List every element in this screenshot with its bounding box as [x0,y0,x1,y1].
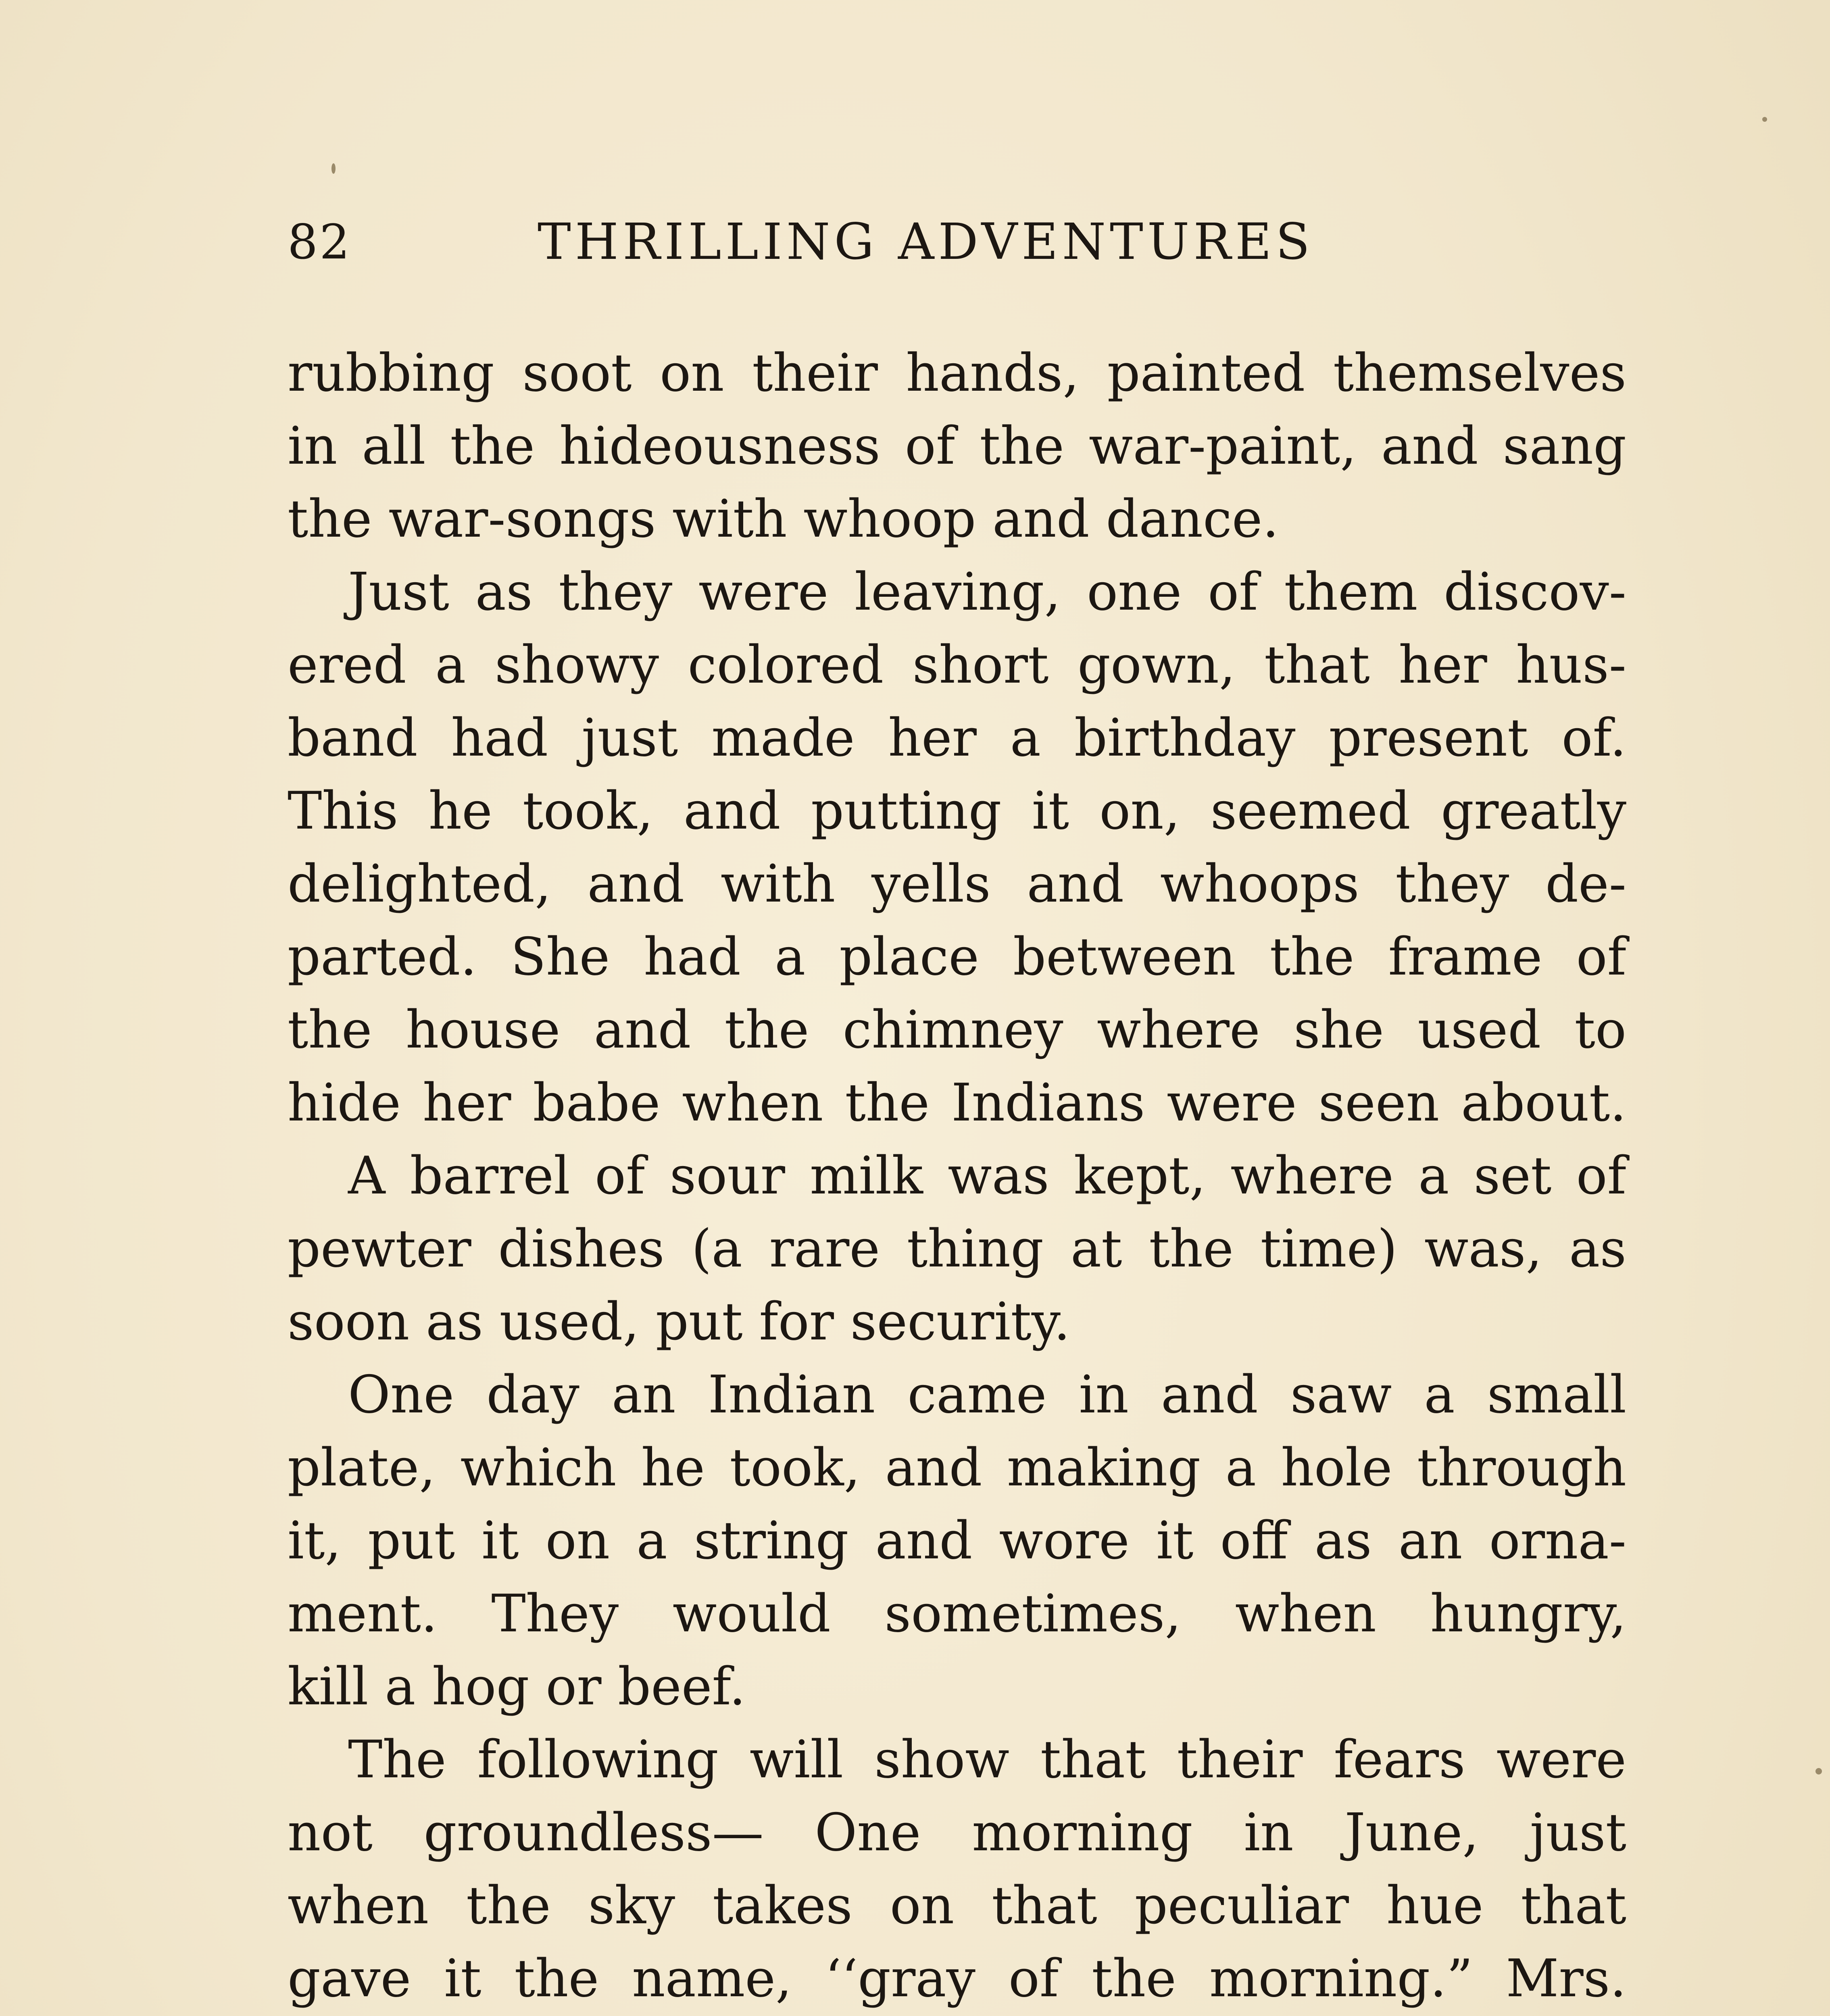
body-text [288,337,1626,2016]
text-line: A barrel of sour milk was kept, where a set of [348,1146,1626,1206]
text-line: plate, which he took, and making a hole through [288,1438,1626,1498]
ink-speck [331,163,336,174]
text-line: rubbing soot on their hands, painted themselves [288,343,1626,403]
text-line: This he took, and putting it on, seemed greatly [288,781,1626,841]
ink-speck [1815,1768,1822,1774]
text-line: kill a hog or beef. [288,1657,746,1717]
text-line: soon as used, put for security. [288,1292,1070,1352]
text-line: when the sky takes on that peculiar hue that [288,1876,1626,1936]
text-line: One day an Indian came in and saw a small [348,1365,1626,1425]
text-line: delighted, and with yells and whoops they de- [288,854,1626,914]
ink-speck [1762,117,1767,122]
text-line: parted. She had a place between the frame of [288,927,1626,987]
page-header [288,204,1401,280]
text-line: pewter dishes (a rare thing at the time) was, as [288,1219,1626,1279]
text-line: The following will show that their fears were [348,1730,1626,1790]
text-line: the house and the chimney where she used to [288,1000,1626,1060]
text-line: band had just made her a birthday present of. [288,708,1626,768]
text-line: Just as they were leaving, one of them discov- [348,562,1626,622]
text-line: not groundless— One morning in June, just [288,1803,1626,1863]
running-head: THRILLING ADVENTURES [538,213,1314,271]
page-number: 82 [288,214,352,270]
text-line: hide her babe when the Indians were seen about. [288,1073,1626,1133]
text-line: the war-songs with whoop and dance. [288,489,1279,549]
text-line: ered a showy colored short gown, that her hus- [288,635,1626,695]
text-line: ment. They would sometimes, when hungry, [288,1584,1626,1644]
text-line: in all the hideousness of the war-paint, and sang [288,416,1626,476]
text-line: it, put it on a string and wore it off as an orna- [288,1511,1626,1571]
text-line: gave it the name, ‘‘gray of the morning.” Mrs. [288,1949,1626,2009]
